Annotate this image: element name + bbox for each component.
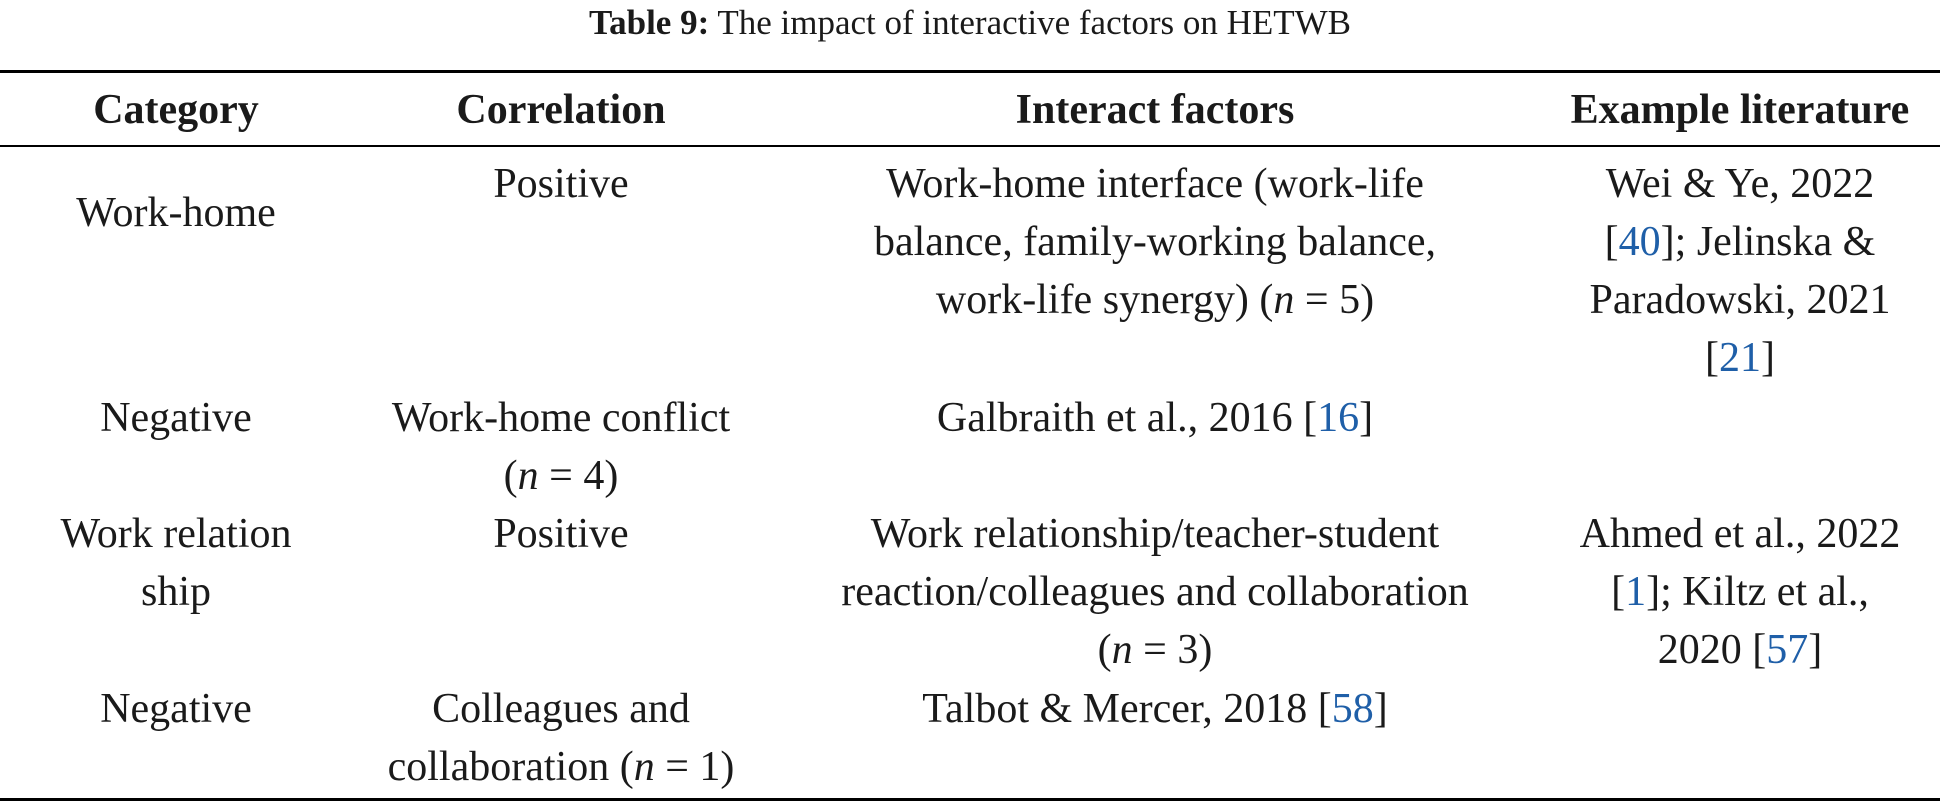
row3-factors-line3: (n = 3) (1097, 627, 1213, 673)
row3-correlation: Positive (493, 511, 629, 557)
table-caption (0, 0, 1940, 46)
row3-literature-line3: 2020 [57] (1657, 627, 1823, 673)
row3-category-line2: ship (140, 569, 211, 615)
table-bottom-rule (0, 798, 1940, 801)
row3-factors-line2: reaction/colleagues and collaboration (841, 569, 1469, 615)
reference-link[interactable]: 1 (1625, 569, 1647, 615)
row2-correlation-line2: (n = 4) (503, 453, 619, 499)
row3-literature (1540, 505, 1940, 679)
table-caption-text: The impact of interactive factors on HETWB (717, 3, 1352, 42)
row2-category: Negative (100, 395, 252, 441)
reference-link[interactable]: 16 (1317, 395, 1360, 441)
header-correlation: Correlation (456, 87, 666, 133)
header-interact-factors: Interact factors (1015, 87, 1295, 133)
row4-correlation-line2: collaboration (n = 1) (387, 744, 735, 790)
row1-literature-line4: [21] (1705, 335, 1775, 381)
reference-link[interactable]: 21 (1719, 335, 1761, 381)
row2-correlation (352, 389, 770, 505)
row4-correlation (352, 680, 770, 796)
row4-correlation-line1: Colleagues and (432, 686, 690, 732)
reference-link[interactable]: 40 (1618, 219, 1661, 265)
table-caption-label: Table 9: (588, 3, 710, 42)
reference-link[interactable]: 57 (1766, 627, 1809, 673)
reference-link[interactable]: 58 (1331, 686, 1374, 732)
row1-literature-line1: Wei & Ye, 2022 (1605, 161, 1875, 207)
row3-literature-line1: Ahmed et al., 2022 (1579, 511, 1901, 557)
row3-category-line1: Work relation (60, 511, 292, 557)
row1-literature-line3: Paradowski, 2021 (1589, 277, 1891, 323)
table-header-rule (0, 145, 1940, 147)
row3-factors (770, 505, 1540, 679)
row4-category: Negative (100, 686, 252, 732)
row1-literature-line2: [40]; Jelinska & (1604, 219, 1876, 265)
row1-factors-line1: Work-home interface (work-life (886, 161, 1424, 207)
header-example-literature: Example literature (1570, 87, 1910, 133)
row3-factors-line1: Work relationship/teacher-student (870, 511, 1440, 557)
row4-factors: Talbot & Mercer, 2018 [58] (922, 686, 1388, 732)
row1-factors-line3: work-life synergy) (n = 5) (935, 277, 1375, 323)
row1-correlation: Positive (493, 161, 629, 207)
table-top-rule (0, 70, 1940, 73)
row3-literature-line2: [1]; Kiltz et al., (1611, 569, 1869, 615)
row1-category: Work-home (76, 190, 276, 236)
row1-factors (770, 155, 1540, 329)
row2-factors: Galbraith et al., 2016 [16] (936, 395, 1374, 441)
row1-literature (1540, 155, 1940, 387)
row2-correlation-line1: Work-home conflict (391, 395, 731, 441)
header-category: Category (93, 87, 259, 133)
row3-category (0, 505, 352, 621)
row1-factors-line2: balance, family-working balance, (873, 219, 1437, 265)
